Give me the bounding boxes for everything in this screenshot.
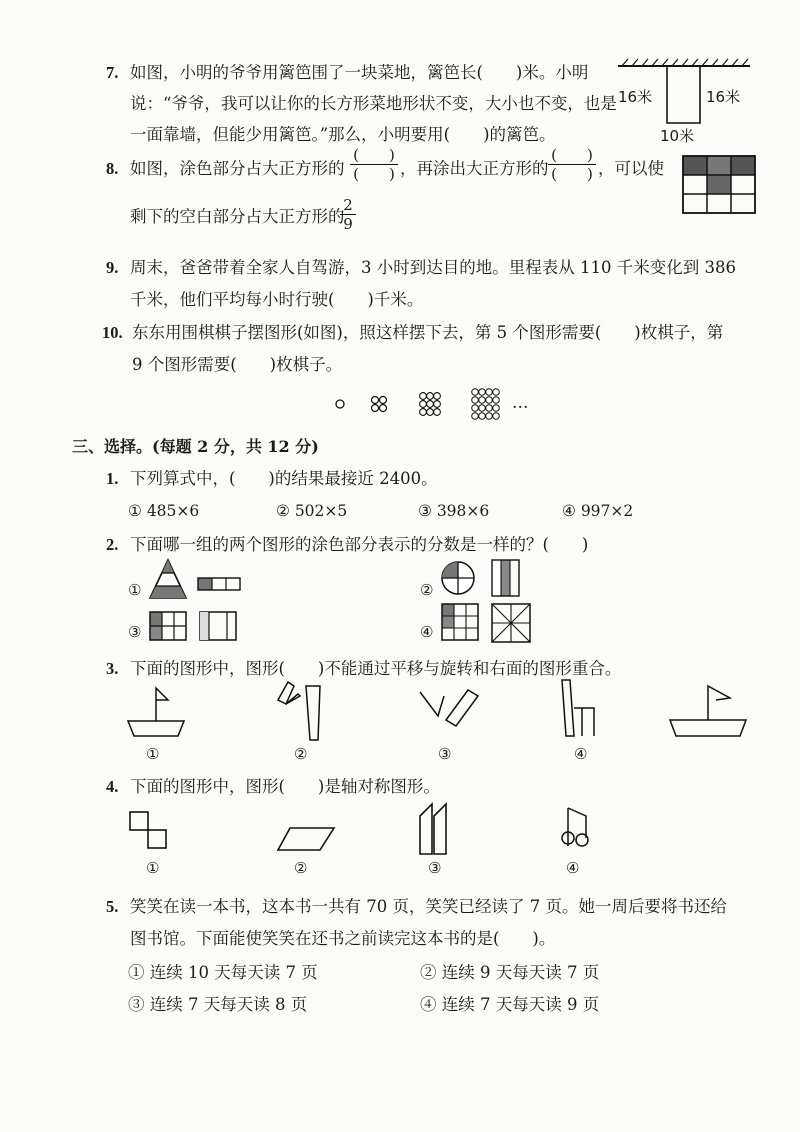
q8-part-2: ，再涂出大正方形的 [400,159,549,178]
c4-mark-2[interactable]: ② [294,859,308,877]
q7-label-left: 16米 [618,88,653,106]
c3-mark-3[interactable]: ③ [438,745,452,763]
fraction-denominator: 9 [343,215,353,233]
q8-blank-fraction-1[interactable] [350,148,398,181]
c2-option-1-figures [148,558,248,602]
q10-line-2: 9 个图形需要( )枚棋子。 [132,355,343,374]
c1-option-4[interactable]: ④ 997×2 [562,502,634,520]
section-3-title: 三、选择。(每题 2 分，共 12 分) [72,437,319,456]
c4-option-3-shape [418,800,458,856]
c3-option-3-shape [418,688,482,738]
fraction-numerator: 2 [343,196,353,214]
c5-number: 5. [106,897,119,916]
q8-fraction-2-9 [340,196,356,233]
c1-text: 下列算式中，( )的结果最接近 2400。 [130,469,438,488]
c5-option-2[interactable]: ② 连续 9 天每天读 7 页 [420,963,600,982]
q8-blank-fraction-1-bottom: ( ) [353,165,395,183]
q8-line-2: 剩下的空白部分占大正方形的 [130,207,345,226]
c3-option-1-boat [126,686,186,738]
c3-text: 下面的图形中，图形( )不能通过平移与旋转和右面的图形重合。 [130,659,622,678]
q7-line-1: 如图，小明的爷爷用篱笆围了一块菜地，篱笆长( )米。小明 [130,63,589,82]
c3-mark-2[interactable]: ② [294,745,308,763]
q7-line-2: 说：“爷爷，我可以让你的长方形菜地形状不变，大小也不变，也是 [130,94,617,113]
q7-number: 7. [106,63,119,82]
c5-line-1: 笑笑在读一本书，这本书一共有 70 页，笑笑已经读了 7 页。她一周后要将书还给 [130,897,727,916]
c4-text: 下面的图形中，图形( )是轴对称图形。 [130,777,440,796]
c3-mark-4[interactable]: ④ [574,745,588,763]
q9-line-1: 周末，爸爸带着全家人自驾游，3 小时到达目的地。里程表从 110 千米变化到 386 [130,258,736,277]
c5-line-2: 图书馆。下面能使笑笑在还书之前读完这本书的是( )。 [130,929,556,948]
c1-number: 1. [106,469,119,488]
q8-part-3: ，可以使 [598,159,664,178]
q7-label-right: 16米 [706,88,741,106]
c5-option-3[interactable]: ③ 连续 7 天每天读 8 页 [128,995,308,1014]
q7-label-bottom: 10米 [660,127,695,145]
c1-option-3[interactable]: ③ 398×6 [418,502,490,520]
c3-reference-boat [668,684,748,740]
q8-part-1: 如图，涂色部分占大正方形的 [130,159,345,178]
q10-line-1: 东东用围棋棋子摆图形(如图)，照这样摆下去，第 5 个图形需要( )枚棋子，第 [132,323,724,342]
c1-option-1[interactable]: ① 485×6 [128,502,200,520]
c4-option-1-shape [128,810,172,854]
c2-mark-4[interactable]: ④ [420,623,434,641]
q8-blank-fraction-2-top: ( ) [551,146,593,164]
q8-blank-fraction-2-bottom: ( ) [551,165,593,183]
c2-mark-3[interactable]: ③ [128,623,142,641]
q10-ellipsis: … [512,393,529,412]
c5-option-1[interactable]: ① 连续 10 天每天读 7 页 [128,963,318,982]
c4-mark-1[interactable]: ① [146,859,160,877]
c2-option-2-figures [440,560,530,602]
c3-mark-1[interactable]: ① [146,745,160,763]
c1-option-2[interactable]: ② 502×5 [276,502,348,520]
c3-option-2-shape [276,680,336,744]
c2-text: 下面哪一组的两个图形的涂色部分表示的分数是一样的？( ) [130,535,589,554]
q10-number: 10. [102,323,123,342]
c5-option-4[interactable]: ④ 连续 7 天每天读 9 页 [420,995,600,1014]
q9-number: 9. [106,258,119,277]
c2-option-4-figures [440,602,540,644]
c4-mark-4[interactable]: ④ [566,859,580,877]
q8-blank-fraction-1-top: ( ) [353,146,395,164]
q8-grid-figure [683,156,755,214]
c2-option-3-figures [148,610,248,644]
q10-go-stone-patterns [330,386,510,422]
c4-option-2-parallelogram [276,826,336,852]
q9-line-2: 千米，他们平均每小时行驶( )千米。 [130,290,424,309]
c2-mark-1[interactable]: ① [128,581,142,599]
c3-option-4-shape [560,678,610,740]
c4-mark-3[interactable]: ③ [428,859,442,877]
c2-number: 2. [106,535,119,554]
c2-mark-2[interactable]: ② [420,581,434,599]
c4-option-4-music-note [560,806,596,854]
q7-line-3: 一面靠墙，但能少用篱笆。”那么，小明要用( )的篱笆。 [130,125,556,144]
c3-number: 3. [106,659,119,678]
q8-number: 8. [106,159,119,178]
q8-blank-fraction-2[interactable] [548,148,596,181]
c4-number: 4. [106,777,119,796]
